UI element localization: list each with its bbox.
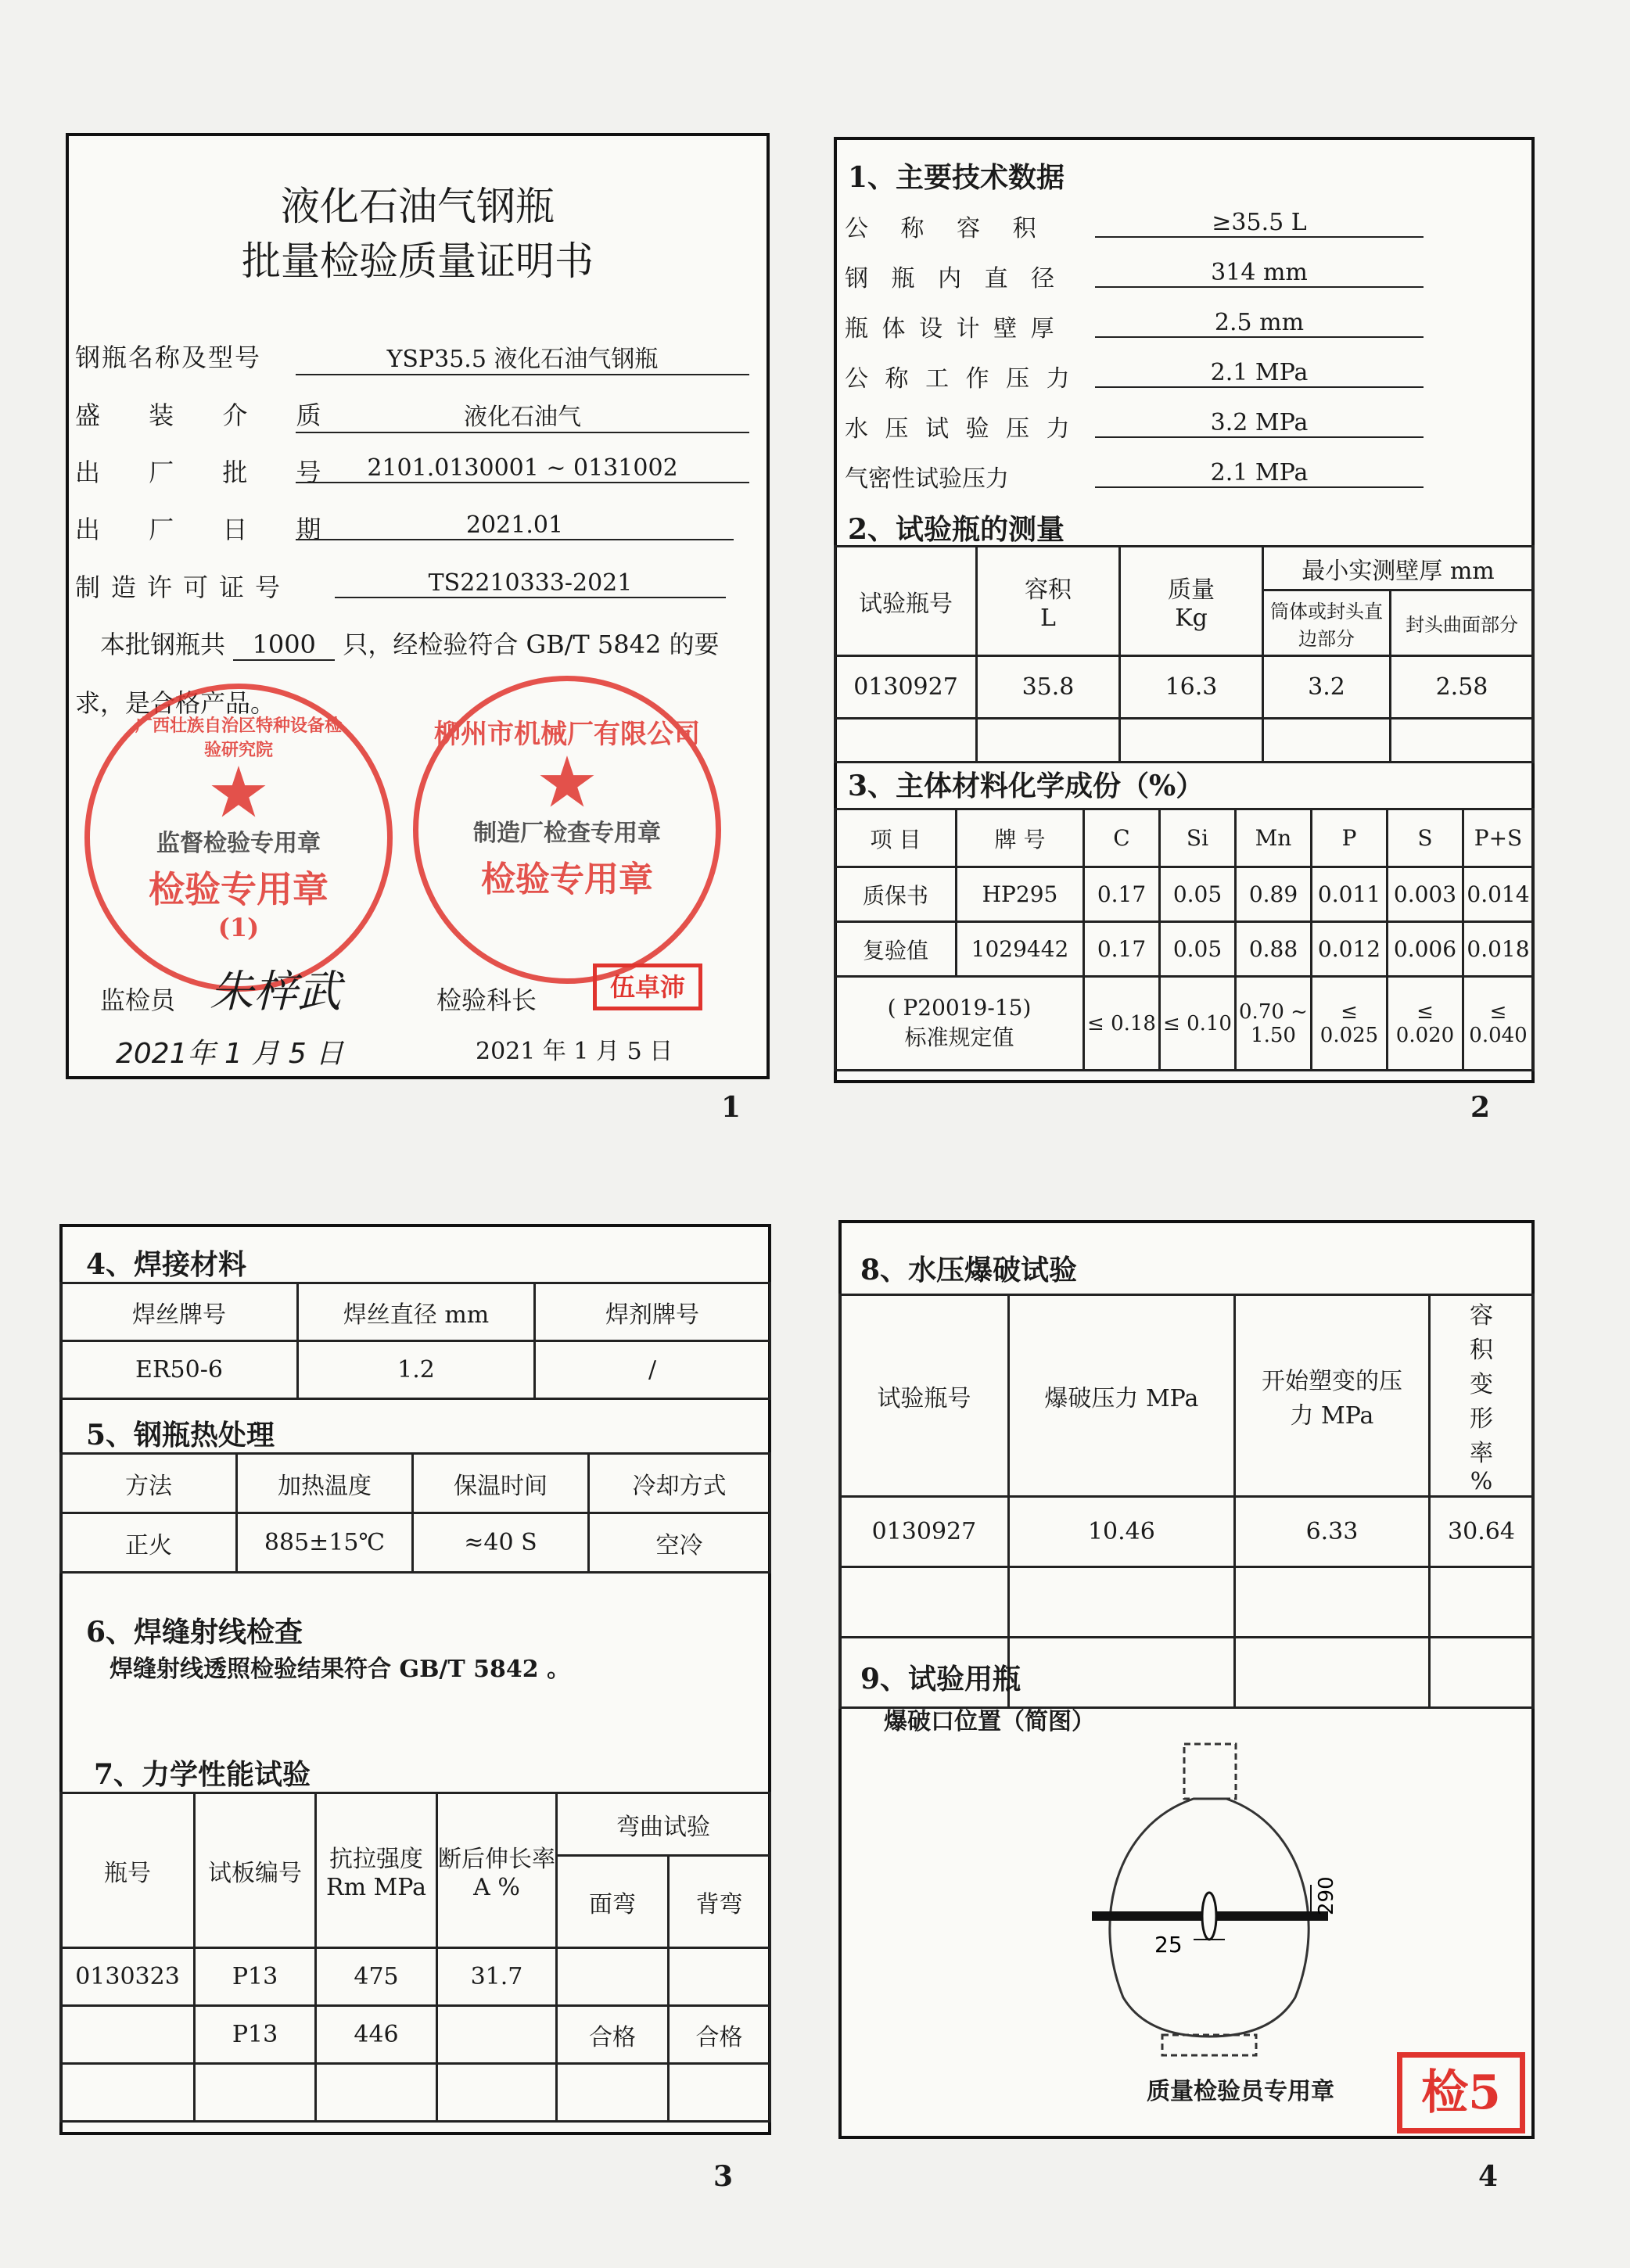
t3-std-text: 标准规定值	[904, 1025, 1014, 1050]
mech-cell: 446	[316, 2006, 437, 2064]
burst-empty-cell	[1008, 1638, 1234, 1708]
field-value-date: 2021.01	[296, 511, 734, 540]
panel-1-certificate	[66, 133, 770, 1079]
qc-label: 质量检验员专用章	[1147, 2078, 1334, 2105]
mech-cell: 合格	[669, 2006, 770, 2064]
mech-empty-cell	[557, 2064, 669, 2122]
spec-value-volume: ≥35.5 L	[1095, 209, 1424, 238]
field-label-batch: 出 厂 批 号	[75, 458, 342, 487]
mech-empty-cell	[669, 2064, 770, 2122]
t3-cell: 0.012	[1312, 922, 1388, 977]
t2-cell-wall-head: 2.58	[1391, 656, 1534, 719]
star-icon: ★	[539, 745, 595, 819]
mech-head-tensile: 抗拉强度 Rm MPa	[316, 1793, 437, 1948]
t3-cell: 0.05	[1160, 867, 1236, 922]
t3-cell: 0.018	[1463, 922, 1534, 977]
mech-cell: 合格	[557, 2006, 669, 2064]
burst-empty-cell	[1430, 1567, 1534, 1638]
heat-cell-cool: 空冷	[589, 1513, 770, 1573]
burst-head-volume: 容积变形率 %	[1430, 1295, 1534, 1497]
sec9-title: 9、试验用瓶	[860, 1663, 1021, 1696]
t3-cell: 0.011	[1312, 867, 1388, 922]
mech-cell	[669, 1948, 770, 2006]
mech-empty-cell	[316, 2064, 437, 2122]
heat-head-temp: 加热温度	[237, 1454, 413, 1513]
sec1-title: 1、主要技术数据	[848, 161, 1065, 194]
chemical-table	[834, 808, 1535, 1071]
dim-label-vertical: 290	[1315, 1876, 1338, 1915]
weld-cell-wire: ER50-6	[61, 1341, 298, 1399]
mech-cell: P13	[195, 2006, 316, 2064]
mech-empty-cell	[61, 2064, 195, 2122]
t3-std-cell: ≤ 0.040	[1463, 977, 1534, 1071]
t3-head-c: C	[1084, 809, 1160, 867]
statement-line2: 求，是合格产品。	[75, 688, 276, 718]
t3-std-label	[835, 977, 1084, 1071]
t3-std-code: ( P20019-15)	[887, 995, 1032, 1021]
inspector-signature: 朱梓武	[210, 967, 341, 1017]
weld-head-flux: 焊剂牌号	[535, 1283, 770, 1341]
heat-cell-temp: 885±15℃	[237, 1513, 413, 1573]
page-number-3: 3	[713, 2160, 734, 2193]
weld-head-diameter: 焊丝直径 mm	[298, 1283, 535, 1341]
factory-stamp-org: 柳州市机械厂有限公司	[434, 719, 700, 750]
t2-head-volume	[977, 547, 1120, 656]
sec3-title: 3、主体材料化学成份（%）	[848, 770, 1205, 802]
burst-head-bottle: 试验瓶号	[840, 1295, 1009, 1497]
supervision-stamp-bottom: 检验专用章	[149, 868, 329, 910]
mech-cell: 475	[316, 1948, 437, 2006]
weld-cell-flux: /	[535, 1341, 770, 1399]
heat-head-cool: 冷却方式	[589, 1454, 770, 1513]
burst-cell-bottle: 0130927	[840, 1497, 1009, 1567]
burst-cell-yield: 6.33	[1234, 1497, 1429, 1567]
panel-2-technical-data	[834, 137, 1535, 1083]
spec-label-volume: 公 称 容 积	[845, 215, 1049, 242]
spec-value-work-pressure: 2.1 MPa	[1095, 359, 1424, 388]
spec-value-diameter: 314 mm	[1095, 259, 1424, 288]
t3-head-grade: 牌 号	[957, 809, 1084, 867]
t3-cell: 0.003	[1388, 867, 1463, 922]
cylinder-diagram	[1076, 1739, 1342, 2060]
sec6-text: 焊缝射线透照检验结果符合 GB/T 5842 。	[110, 1656, 571, 1683]
t3-std-cell: ≤ 0.18	[1084, 977, 1160, 1071]
spec-label-wall: 瓶 体 设 计 壁 厚	[845, 315, 1057, 343]
t2-empty-cell	[1391, 719, 1534, 763]
dim-label-horizontal: 25	[1154, 1932, 1183, 1958]
qc-seal: 检5	[1397, 2052, 1525, 2133]
t3-cell: 0.17	[1084, 922, 1160, 977]
chief-seal: 伍卓沛	[593, 964, 702, 1010]
t3-cell: 0.88	[1236, 922, 1312, 977]
sec6-title: 6、焊缝射线检查	[86, 1616, 303, 1649]
sec4-title: 4、焊接材料	[86, 1248, 247, 1281]
field-label-name: 钢瓶名称及型号	[75, 343, 262, 372]
t3-head-si: Si	[1160, 809, 1236, 867]
panel-3-welding	[59, 1224, 771, 2135]
mech-head-bend: 弯曲试验	[557, 1793, 770, 1856]
mech-empty-cell	[195, 2064, 316, 2122]
t3-cell: 0.006	[1388, 922, 1463, 977]
mech-head-elong: 断后伸长率 A %	[437, 1793, 557, 1948]
mechanical-test-table	[59, 1792, 771, 2123]
spec-label-work-pressure: 公 称 工 作 压 力	[845, 365, 1075, 393]
statement-prefix: 本批钢瓶共	[100, 630, 226, 659]
t2-empty-cell	[977, 719, 1120, 763]
weld-head-wire: 焊丝牌号	[61, 1283, 298, 1341]
burst-test-table	[838, 1294, 1535, 1709]
t2-head-wall-body: 筒体或封头直边部分	[1263, 590, 1391, 656]
t2-head-wall-head: 封头曲面部分	[1391, 590, 1534, 656]
burst-empty-cell	[1008, 1567, 1234, 1638]
t2-head-volume-label: 容积	[1025, 576, 1072, 604]
field-label-medium: 盛 装 介 质	[75, 400, 342, 430]
statement-line1	[100, 625, 720, 661]
burst-opening	[1202, 1893, 1216, 1940]
t2-empty-cell	[1120, 719, 1263, 763]
burst-empty-cell	[1234, 1638, 1429, 1708]
t2-head-volume-unit: L	[1040, 605, 1056, 632]
heat-cell-method: 正火	[61, 1513, 237, 1573]
t3-std-cell: ≤ 0.025	[1312, 977, 1388, 1071]
mech-head-bottle: 瓶号	[61, 1793, 195, 1948]
heat-head-hold: 保温时间	[413, 1454, 589, 1513]
mech-cell	[437, 2006, 557, 2064]
spec-label-hydro-pressure: 水 压 试 验 压 力	[845, 415, 1075, 443]
burst-empty-cell	[840, 1567, 1009, 1638]
valve-neck	[1184, 1744, 1236, 1799]
mech-cell	[61, 2006, 195, 2064]
statement-suffix: 只，经检验符合 GB/T 5842 的要	[343, 630, 720, 659]
burst-empty-cell	[1234, 1567, 1429, 1638]
t2-head-mass-unit: Kg	[1175, 605, 1208, 632]
t3-cell: 0.05	[1160, 922, 1236, 977]
star-icon: ★	[210, 755, 267, 829]
chief-label: 检验科长	[436, 985, 537, 1015]
spec-value-wall: 2.5 mm	[1095, 309, 1424, 338]
spec-value-hydro-pressure: 3.2 MPa	[1095, 409, 1424, 438]
sec5-title: 5、钢瓶热处理	[86, 1419, 275, 1452]
burst-head-yield: 开始塑变的压力 MPa	[1234, 1295, 1429, 1497]
t3-head-s: S	[1388, 809, 1463, 867]
inspector-label: 监检员	[100, 985, 176, 1015]
mech-cell	[557, 1948, 669, 2006]
weld-cell-diameter: 1.2	[298, 1341, 535, 1399]
t2-cell-bottle: 0130927	[835, 656, 977, 719]
t3-cell: 0.014	[1463, 867, 1534, 922]
field-value-name: YSP35.5 液化石油气钢瓶	[296, 339, 749, 375]
sec8-title: 8、水压爆破试验	[860, 1254, 1078, 1287]
t2-empty-cell	[1263, 719, 1391, 763]
page-number-4: 4	[1478, 2160, 1499, 2193]
t3-cell: HP295	[957, 867, 1084, 922]
field-label-date: 出 厂 日 期	[75, 515, 342, 544]
factory-stamp-bottom: 检验专用章	[481, 859, 653, 899]
t3-cell: 质保书	[835, 867, 957, 922]
t2-head-mass	[1120, 547, 1263, 656]
test-bottle-table	[834, 545, 1535, 763]
t3-head-item: 项 目	[835, 809, 957, 867]
field-value-batch: 2101.0130001 ~ 0131002	[296, 454, 749, 483]
sec7-title: 7、力学性能试验	[94, 1758, 311, 1791]
t3-head-p: P	[1312, 809, 1388, 867]
burst-cell-pressure: 10.46	[1008, 1497, 1234, 1567]
mech-cell: P13	[195, 1948, 316, 2006]
t3-std-cell: ≤ 0.10	[1160, 977, 1236, 1071]
t2-head-min-wall: 最小实测壁厚 mm	[1263, 547, 1534, 590]
mech-cell: 0130323	[61, 1948, 195, 2006]
t2-empty-cell	[835, 719, 977, 763]
date-right: 2021 年 1 月 5 日	[476, 1038, 673, 1065]
mech-cell: 31.7	[437, 1948, 557, 2006]
t2-cell-wall-body: 3.2	[1263, 656, 1391, 719]
heat-cell-hold: ≈40 S	[413, 1513, 589, 1573]
statement-count: 1000	[233, 630, 335, 661]
field-value-medium: 液化石油气	[296, 397, 749, 433]
burst-head-pressure: 爆破压力 MPa	[1008, 1295, 1234, 1497]
spec-label-diameter: 钢 瓶 内 直 径	[845, 265, 1063, 292]
burst-cell-volume: 30.64	[1430, 1497, 1534, 1567]
heat-treatment-table	[59, 1452, 771, 1574]
spec-label-air-pressure: 气密性试验压力	[845, 465, 1009, 493]
t3-std-cell: 0.70 ~ 1.50	[1236, 977, 1312, 1071]
mech-empty-cell	[437, 2064, 557, 2122]
mech-head-sample: 试板编号	[195, 1793, 316, 1948]
date-left: 2021年 1 月 5 日	[116, 1038, 344, 1070]
foot-ring	[1162, 2035, 1256, 2055]
t3-cell: 0.17	[1084, 867, 1160, 922]
mech-head-back: 背弯	[669, 1856, 770, 1948]
t2-cell-volume: 35.8	[977, 656, 1120, 719]
t3-head-ps: P+S	[1463, 809, 1534, 867]
burst-empty-cell	[1430, 1638, 1534, 1708]
certificate-title-line2: 批量检验质量证明书	[242, 239, 594, 284]
t3-cell: 0.89	[1236, 867, 1312, 922]
page-number-2: 2	[1470, 1091, 1491, 1124]
t3-std-cell: ≤ 0.020	[1388, 977, 1463, 1071]
certificate-title-line1: 液化石油气钢瓶	[281, 184, 555, 229]
t3-head-mn: Mn	[1236, 809, 1312, 867]
factory-stamp-title: 制造厂检查专用章	[473, 820, 661, 847]
t2-cell-mass: 16.3	[1120, 656, 1263, 719]
supervision-stamp	[84, 684, 393, 992]
supervision-stamp-title: 监督检验专用章	[156, 830, 321, 857]
t2-head-mass-label: 质量	[1168, 576, 1215, 604]
sec2-title: 2、试验瓶的测量	[848, 513, 1065, 546]
t3-cell: 1029442	[957, 922, 1084, 977]
page-number-1: 1	[721, 1091, 741, 1124]
heat-head-method: 方法	[61, 1454, 237, 1513]
field-value-license: TS2210333-2021	[335, 569, 726, 598]
mech-head-face: 面弯	[557, 1856, 669, 1948]
sec9-subtitle: 爆破口位置（简图）	[884, 1708, 1095, 1735]
t3-cell: 复验值	[835, 922, 957, 977]
supervision-stamp-number: (1)	[217, 913, 260, 942]
spec-value-air-pressure: 2.1 MPa	[1095, 459, 1424, 488]
factory-stamp	[413, 676, 721, 984]
t2-head-bottle: 试验瓶号	[835, 547, 977, 656]
panel-4-burst-test	[838, 1220, 1535, 2139]
supervision-stamp-org: 广西壮族自治区特种设备检验研究院	[135, 716, 342, 760]
weld-material-table	[59, 1282, 771, 1400]
field-label-license: 制造许可证号	[75, 572, 292, 602]
